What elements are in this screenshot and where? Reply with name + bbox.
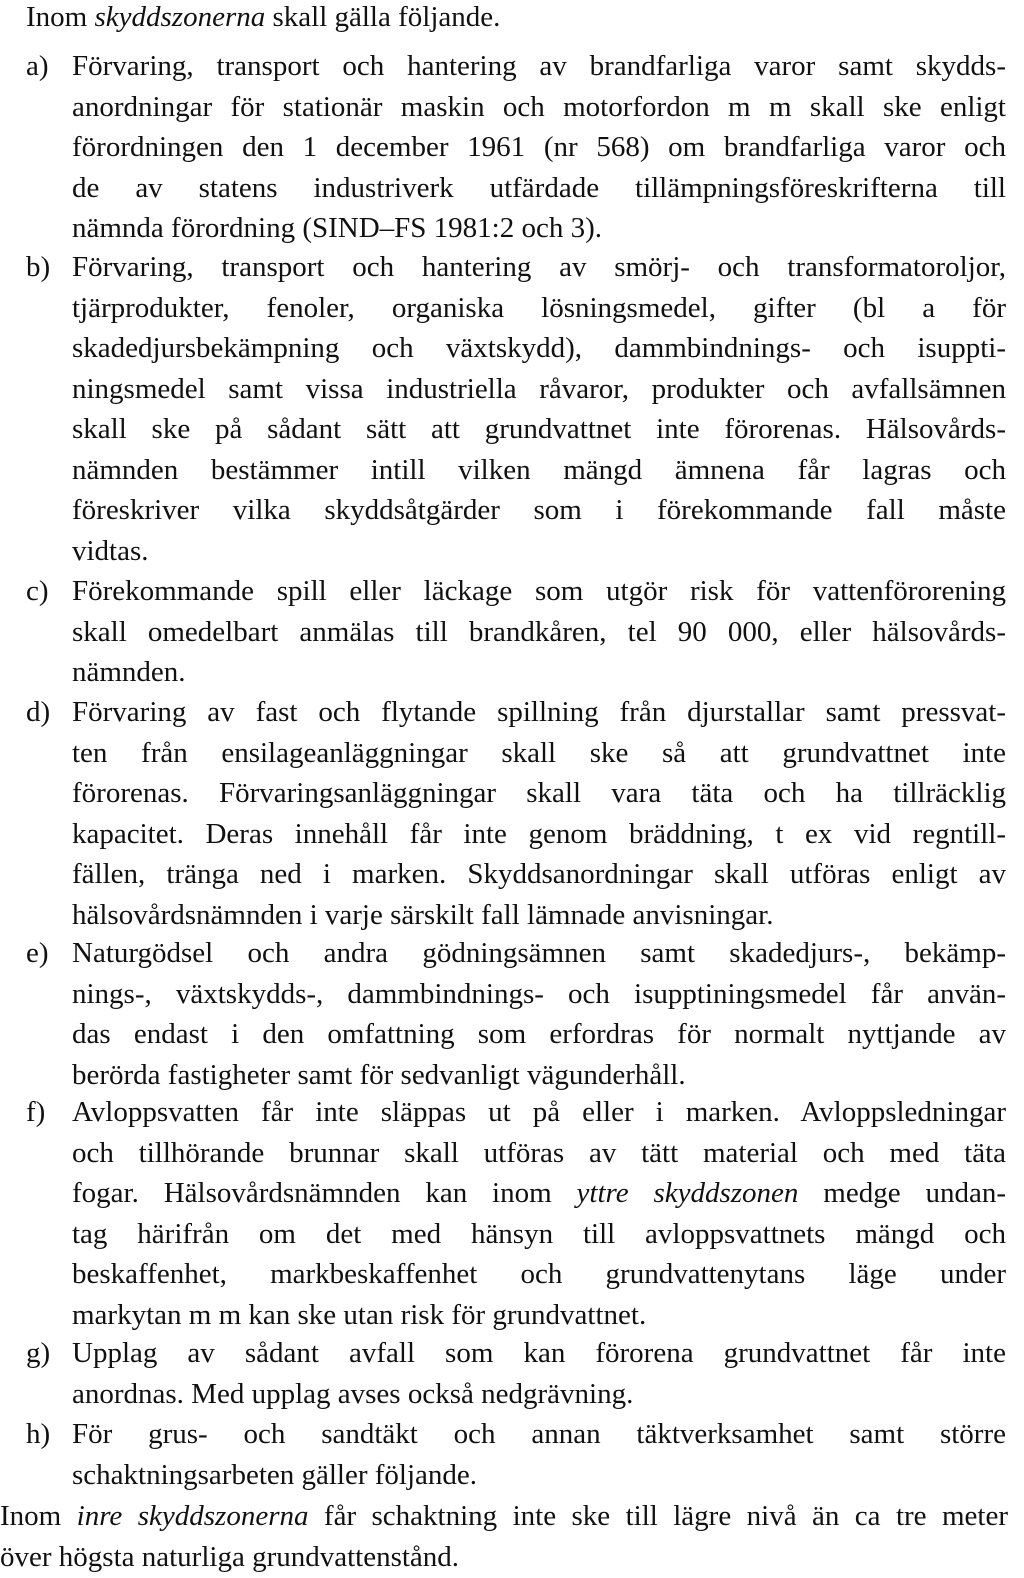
- text-line: ningsmedel samt vissa industriella råvaror, produkter och avfallsämnen: [72, 372, 1006, 405]
- list-item-text: [72, 247, 1006, 571]
- list-item-text: [72, 46, 1006, 249]
- text-line: tag härifrån om det med hänsyn till avloppsvattnets mängd och: [72, 1217, 1006, 1250]
- text-line: skall omedelbart anmälas till brandkåren, tel 90 000, eller hälsovårds-: [72, 615, 1006, 648]
- list-item-text: [72, 571, 1006, 693]
- text-line: Förvaring av fast och flytande spillning från djurstallar samt pressvat-: [72, 696, 1006, 728]
- list-item-marker: e): [26, 937, 49, 969]
- list-item-text: [72, 933, 1006, 1095]
- list-item-marker: f): [26, 1096, 46, 1128]
- text-line: Förvaring, transport och hantering av smörj- och transformatoroljor,: [72, 251, 1006, 283]
- text-line: beskaffenhet, markbeskaffenhet och grundvattenytans läge under: [72, 1258, 1006, 1290]
- text-line: hälsovårdsnämnden i varje särskilt fall lämnade anvisningar.: [72, 898, 774, 931]
- intro-paragraph: [26, 0, 500, 34]
- text-line: Förvaring, transport och hantering av brandfarliga varor samt skydds-: [72, 50, 1006, 82]
- text-line: vidtas.: [72, 534, 149, 567]
- text-line: förordningen den 1 december 1961 (nr 568) om brandfarliga varor och: [72, 131, 1006, 163]
- text-line: anordnas. Med upplag avses också nedgrävning.: [72, 1377, 634, 1410]
- text-line: berörda fastigheter samt för sedvanligt vägunderhåll.: [72, 1058, 686, 1091]
- list-item-marker: b): [26, 251, 51, 283]
- text-line: kapacitet. Deras innehåll får inte genom bräddning, t ex vid regntill-: [72, 817, 1006, 850]
- text-line: över högsta naturliga grundvattenstånd.: [0, 1540, 460, 1573]
- list-item-text: [72, 692, 1006, 935]
- list-item-marker: h): [26, 1418, 51, 1450]
- closing-paragraph: [0, 1496, 1008, 1577]
- text-line: Förekommande spill eller läckage som utgör risk för vattenförorening: [72, 575, 1006, 607]
- list-item-text: [72, 1333, 1006, 1414]
- text-line: ten från ensilageanläggningar skall ske så att grundvattnet inte: [72, 736, 1006, 769]
- text-line: förorenas. Förvaringsanläggningar skall vara täta och ha tillräcklig: [72, 777, 1006, 809]
- list-item-marker: d): [26, 696, 51, 728]
- text-line: skadedjursbekämpning och växtskydd), dammbindnings- och isuppti-: [72, 332, 1006, 364]
- text-line: schaktningsarbeten gäller följande.: [72, 1458, 478, 1491]
- text-line: fällen, tränga ned i marken. Skyddsanordningar skall utföras enligt av: [72, 858, 1006, 890]
- text-line: fogar. Hälsovårdsnämnden kan inom yttre skyddszonen medge undan-: [72, 1177, 1006, 1209]
- text-line: nämnda förordning (SIND–FS 1981:2 och 3).: [72, 212, 603, 244]
- text-line: anordningar för stationär maskin och motorfordon m m skall ske enligt: [72, 90, 1006, 123]
- list-item-text: [72, 1414, 1006, 1495]
- text-line: och tillhörande brunnar skall utföras av tätt material och med täta: [72, 1136, 1006, 1169]
- text-line: Naturgödsel och andra gödningsämnen samt skadedjurs-, bekämp-: [72, 937, 1006, 969]
- text-line: Inom inre skyddszonerna får schaktning inte ske till lägre nivå än ca tre meter: [0, 1500, 1008, 1532]
- text-line: tjärprodukter, fenoler, organiska lösningsmedel, gifter (bl a för: [72, 291, 1006, 324]
- text-line: nämnden.: [72, 656, 186, 688]
- text-line: Avloppsvatten får inte släppas ut på eller i marken. Avloppsledningar: [72, 1096, 1006, 1128]
- text-line: nämnden bestämmer intill vilken mängd ämnena får lagras och: [72, 453, 1006, 486]
- text-line: nings-, växtskydds-, dammbindnings- och isupptiningsmedel får använ-: [72, 977, 1006, 1010]
- text-line: Upplag av sådant avfall som kan förorena grundvattnet får inte: [72, 1337, 1006, 1369]
- intro-text-end: skall gälla följande.: [265, 1, 501, 33]
- text-line: markytan m m kan ske utan risk för grundvattnet.: [72, 1298, 647, 1331]
- list-item-marker: c): [26, 575, 49, 607]
- text-line: För grus- och sandtäkt och annan täktverksamhet samt större: [72, 1418, 1006, 1450]
- text-line: das endast i den omfattning som erfordras för normalt nyttjande av: [72, 1018, 1006, 1050]
- list-item-marker: a): [26, 50, 49, 82]
- text-line: föreskriver vilka skyddsåtgärder som i förekommande fall måste: [72, 494, 1006, 526]
- text-line: de av statens industriverk utfärdade tillämpningsföreskrifterna till: [72, 171, 1006, 204]
- text-line: skall ske på sådant sätt att grundvattnet inte förorenas. Hälsovårds-: [72, 413, 1006, 445]
- emphasis-text: yttre skyddszonen: [576, 1177, 799, 1209]
- list-item-marker: g): [26, 1337, 51, 1369]
- list-item-text: [72, 1092, 1006, 1335]
- intro-text-start: Inom: [26, 1, 95, 33]
- intro-emphasis: skyddszonerna: [94, 1, 266, 33]
- emphasis-text: inre skyddszonerna: [76, 1500, 309, 1532]
